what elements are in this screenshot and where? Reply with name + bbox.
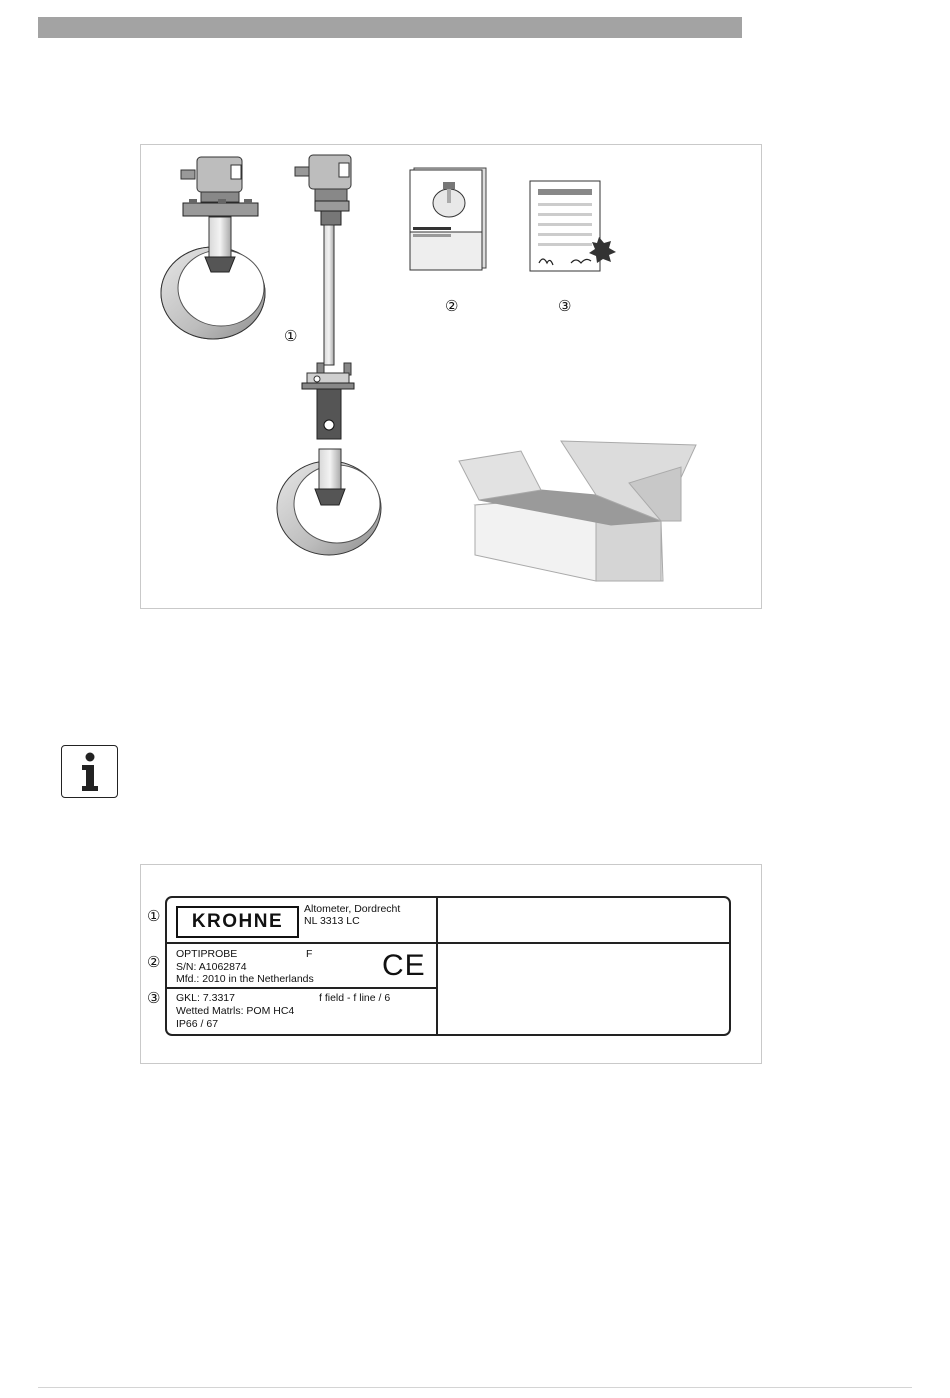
- callout-3: ③: [558, 298, 572, 315]
- scope-of-delivery-illustration: [141, 145, 761, 608]
- callout-1: ①: [284, 328, 298, 345]
- shipping-carton: [459, 441, 696, 581]
- manufacturer-address-line2: NL 3313 LC: [304, 915, 360, 927]
- ce-mark: CE: [382, 949, 426, 982]
- nameplate-figure: [140, 864, 762, 1064]
- callout-3: ③: [147, 990, 161, 1007]
- nameplate: [165, 896, 731, 1036]
- extended-probe: [277, 155, 381, 555]
- nameplate-divider-middle: [167, 987, 436, 989]
- compact-probe: [161, 157, 265, 342]
- quick-start-booklet: [410, 168, 486, 270]
- callout-2: ②: [445, 298, 459, 315]
- info-icon: [61, 745, 118, 798]
- gkl-number: GKL: 7.3317: [176, 992, 235, 1004]
- product-suffix: F: [306, 948, 313, 960]
- nameplate-divider-top: [167, 942, 729, 944]
- info-glyph: [62, 746, 117, 797]
- callout-1: ①: [147, 908, 161, 925]
- callout-2: ②: [147, 954, 161, 971]
- calibration-certificate: [530, 181, 616, 271]
- serial-number: S/N: A1062874: [176, 961, 247, 973]
- header-bar: [38, 17, 742, 38]
- ingress-protection: IP66 / 67: [176, 1018, 219, 1030]
- scope-of-delivery-figure: [140, 144, 762, 609]
- manufacture-date: Mfd.: 2010 in the Netherlands: [176, 973, 314, 985]
- manufacturer-address-line1: Altometer, Dordrecht: [304, 903, 401, 915]
- wetted-materials: Wetted Matrls: POM HC4: [176, 1005, 295, 1017]
- field-spec: f field - f line / 6: [319, 992, 391, 1004]
- product-name: OPTIPROBE: [176, 948, 238, 960]
- nameplate-divider-vertical: [436, 898, 438, 1034]
- footer-rule: [38, 1387, 912, 1388]
- krohne-logo: KROHNE: [176, 906, 299, 938]
